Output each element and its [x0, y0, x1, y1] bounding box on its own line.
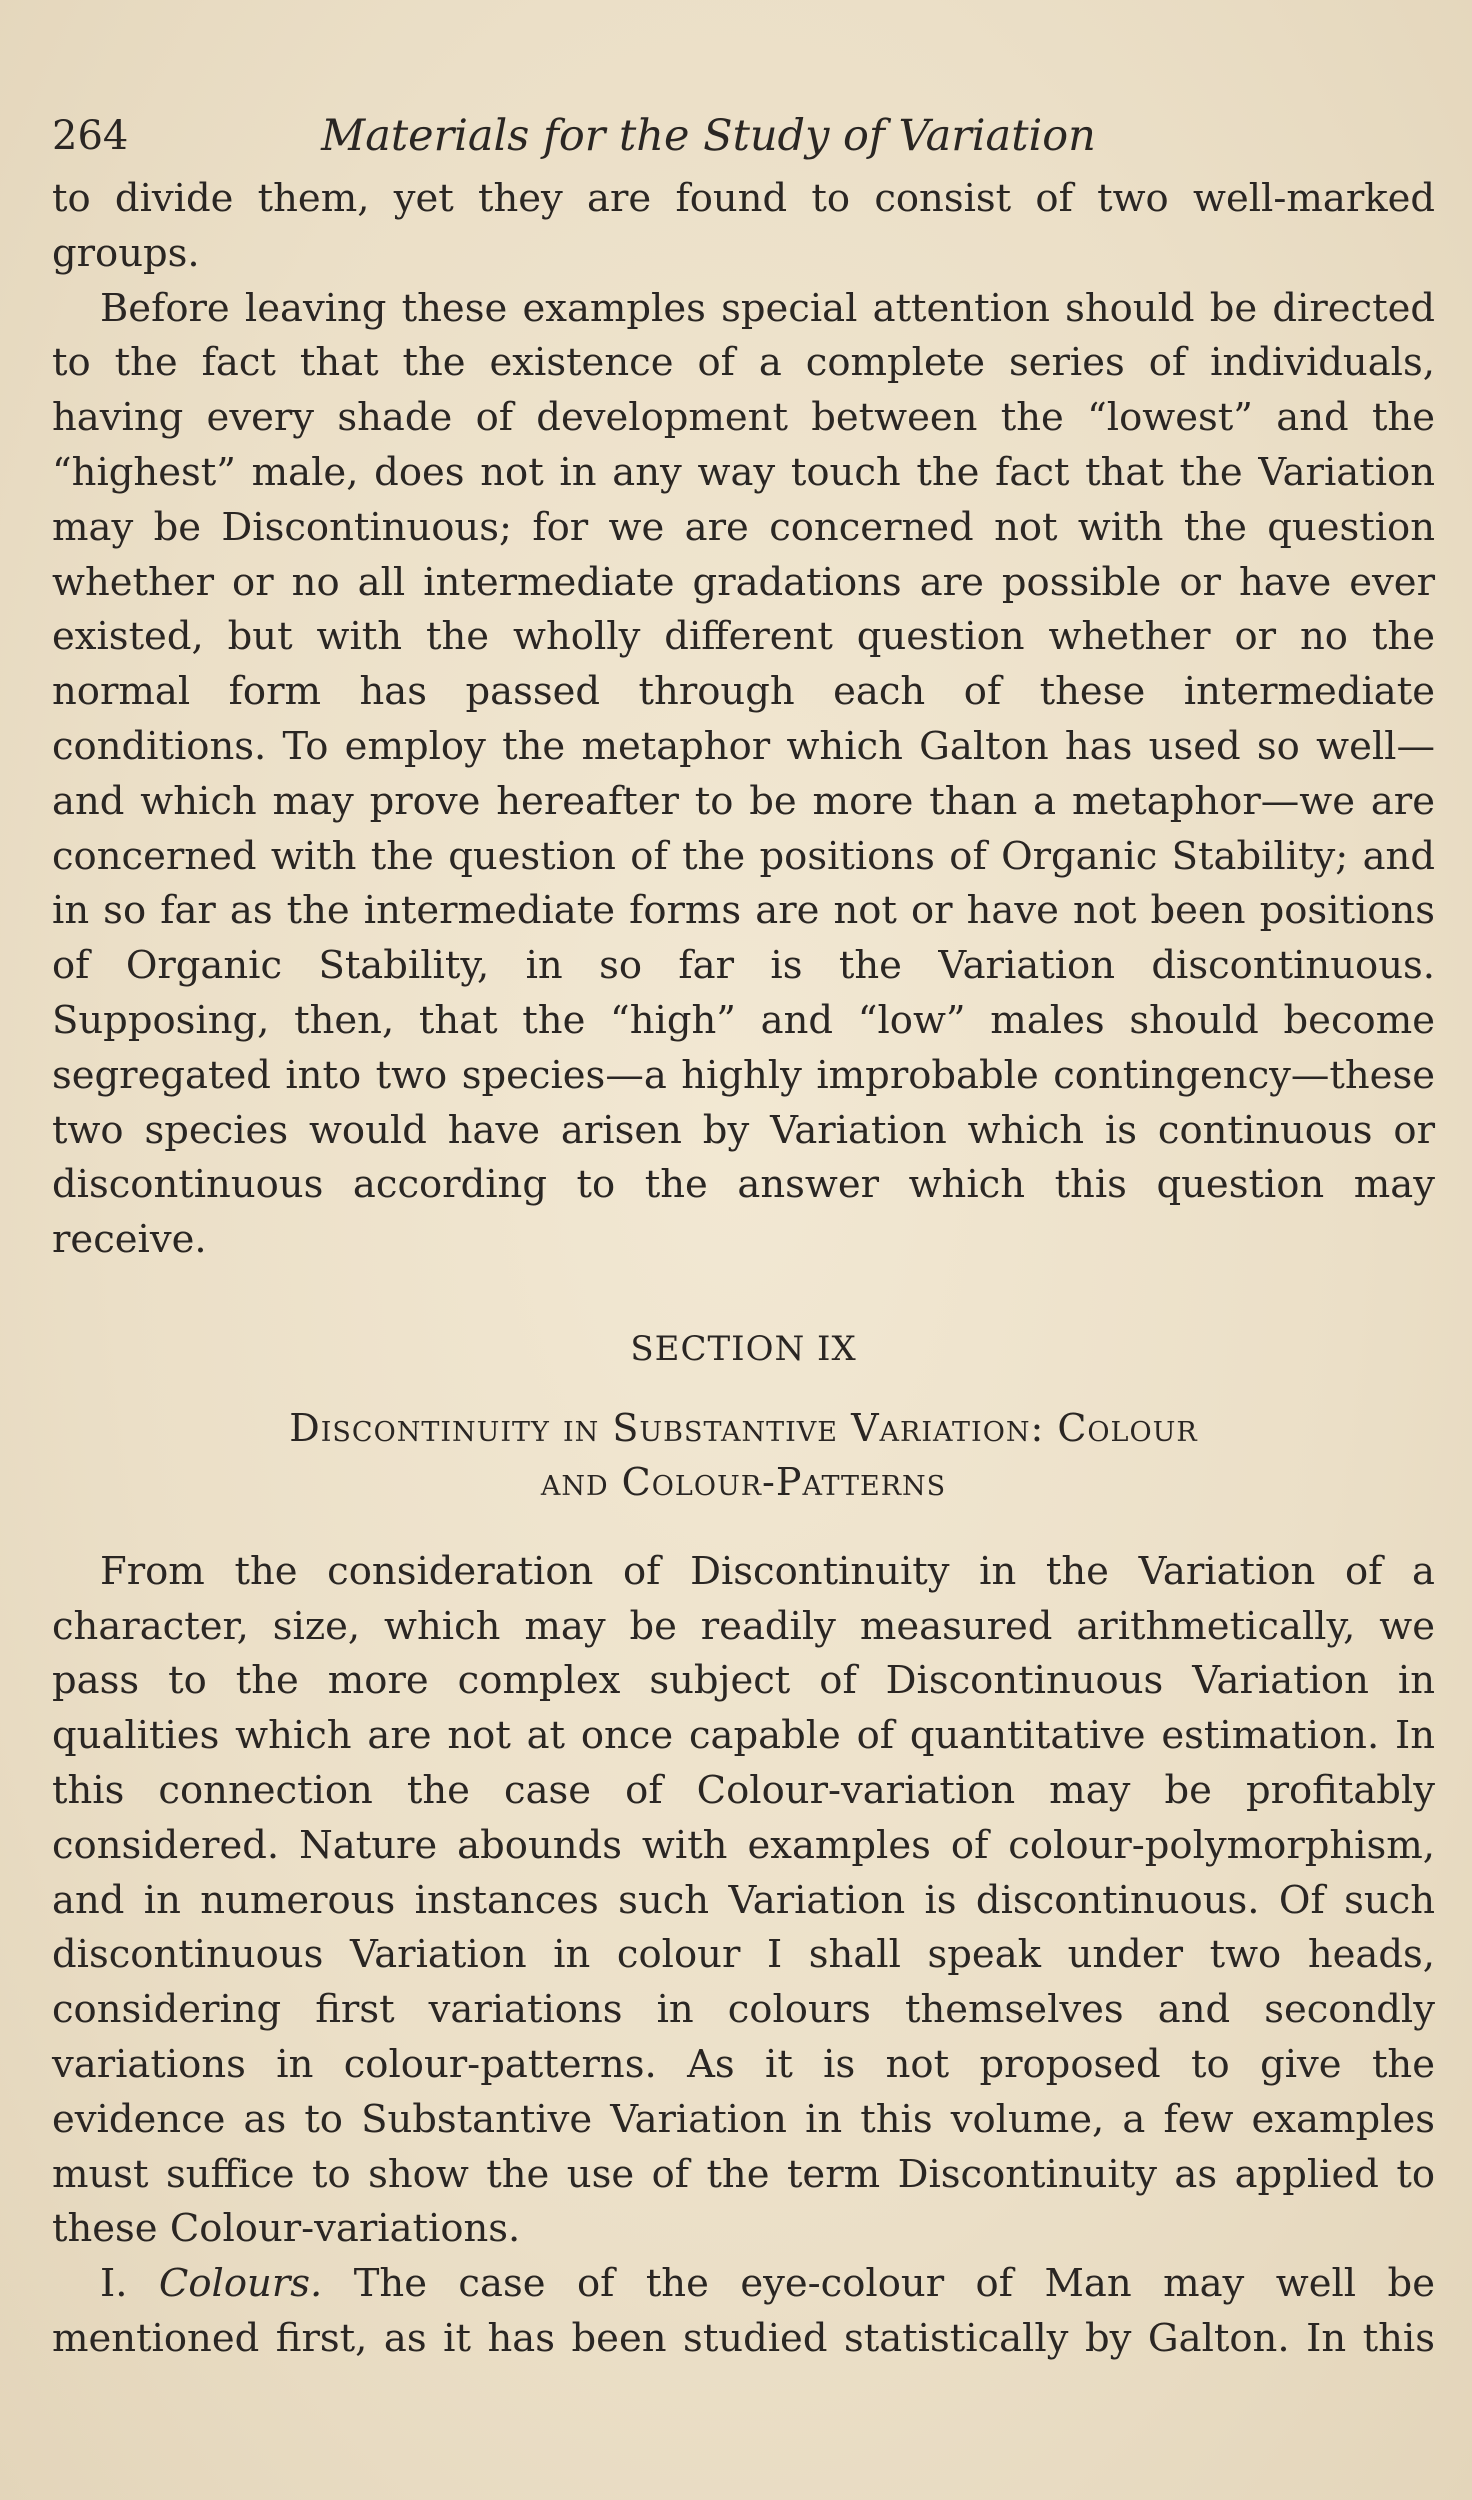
section-title-line-1: Discontinuity in Substantive Variation: Colour	[289, 1405, 1198, 1450]
running-head	[52, 100, 1435, 172]
page-number: 264	[52, 113, 129, 159]
continued-paragraph: to divide them, yet they are found to consist of two well-marked groups.	[52, 176, 1435, 276]
section-label: SECTION IX	[630, 1328, 857, 1369]
paragraph-discontinuity: From the consideration of Discontinuity in the Variation of a character, size, which may be readily measured arithmetically, we pass to the more complex subject of Discontinuous Variation in qualities which are not at once capable of quantitative estimation. In this connection the case of Colour-variation may be profitably considered. Nature abounds with examples of colour-polymorphism, and in numerous instances such Variation is discontinuous. Of such discontinuous Variation in colour I shall speak under two heads, considering first variations in colours themselves and secondly variations in colour-patterns. As it is not proposed to give the evidence as to Substantive Variation in this volume, a few examples must suffice to show the use of the term Discontinuity as applied to these Colour-variations.	[52, 1548, 1435, 2252]
subsection-text: The case of the eye-colour of Man may well be mentioned first, as it has been studied statistically by Galton. In this	[52, 2261, 1435, 2361]
subsection-heading: Colours.	[158, 2261, 323, 2307]
running-title: Materials for the Study of Variation	[321, 111, 1096, 161]
page-body	[52, 100, 1435, 2367]
section-title	[52, 1401, 1435, 1509]
subsection-numeral: I.	[100, 2261, 128, 2307]
paragraph-colours	[52, 2257, 1435, 2367]
section-title-line-2: and Colour-Patterns	[540, 1459, 947, 1504]
paragraph-before-leaving: Before leaving these examples special attention should be directed to the fact that the existence of a complete series of individuals, having every shade of development between the “lowest” and the “highest” male, does not in any way touch the fact that the Variation may be Discontinuous; for we are concerned not with the question whether or no all intermediate gradations are possible or have ever existed, but with the wholly different question whether or no the normal form has passed through each of these intermediate conditions. To employ the metaphor which Galton has used so well—and which may prove hereafter to be more than a metaphor—we are concerned with the question of the positions of Organic Stability; and in so far as the intermediate forms are not or have not been positions of Organic Stability, in so far is the Variation discontinuous. Supposing, then, that the “high” and “low” males should become segregated into two species—a highly improbable contingency—these two species would have arisen by Variation which is continuous or discontinuous according to the answer which this question may receive.	[52, 285, 1435, 1263]
